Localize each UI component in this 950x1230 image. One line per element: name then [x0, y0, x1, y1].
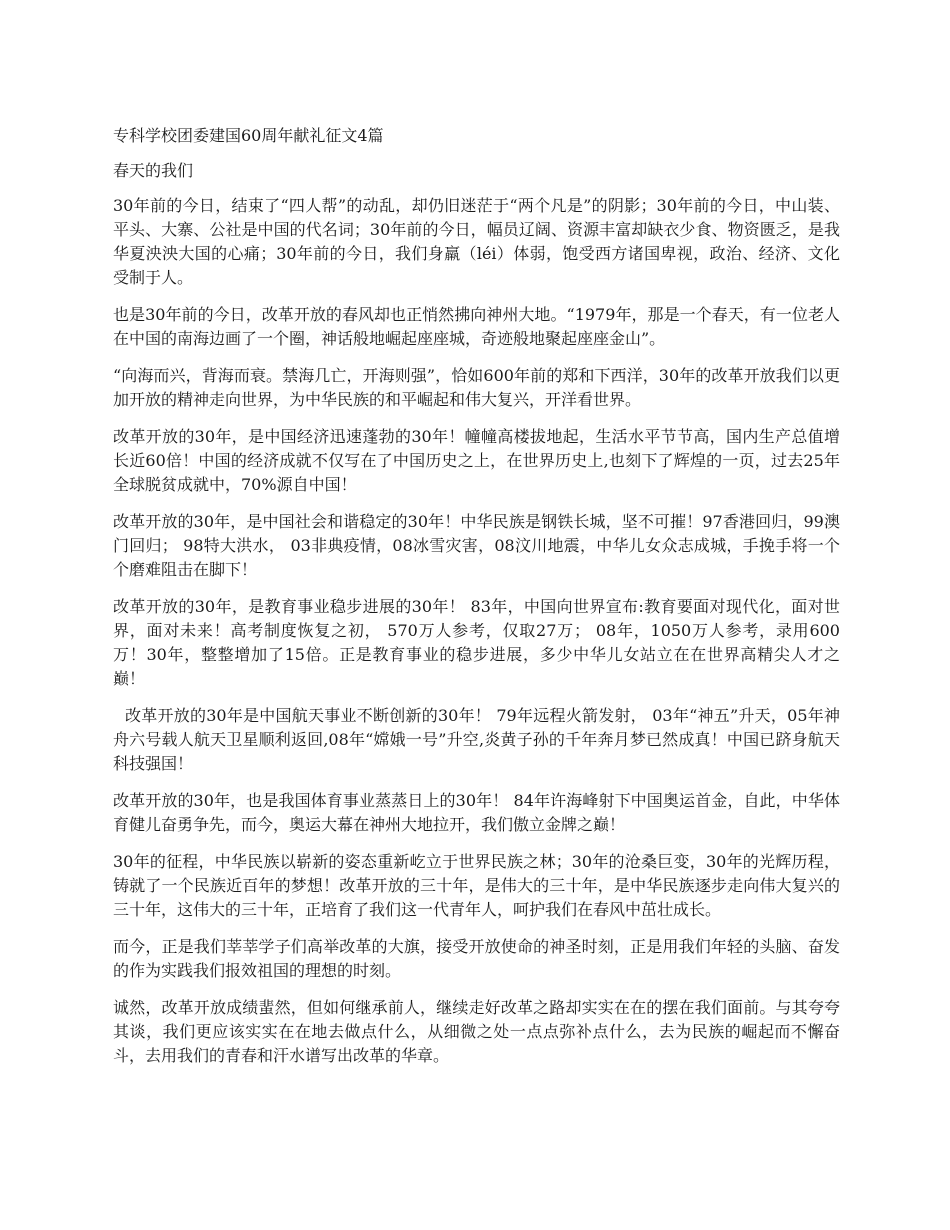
paragraph-2: 也是30年前的今日，改革开放的春风却也正悄然拂向神州大地。“1979年，那是一个春天，有一位老人在中国的南海边画了一个圈，神话般地崛起座座城，奇迹般地聚起座座金山”。	[113, 305, 840, 348]
paragraph-10: 而今，正是我们莘莘学子们高举改革的大旗，接受开放使命的神圣时刻，正是用我们年轻的头脑、奋发的作为实践我们报效祖国的理想的时刻。	[113, 937, 840, 980]
paragraph-6: 改革开放的30年，是教育事业稳步进展的30年！ 83年，中国向世界宣布:教育要面对现代化，面对世界，面对未来！高考制度恢复之初， 570万人参考，仅取27万； 08年，1050万人参考，录用600万！30年，整整增加了15倍。正是教育事业的稳步进展，多少中华儿女站立在在世界高精尖人才之巅！	[113, 597, 840, 688]
paragraph-7: 改革开放的30年是中国航天事业不断创新的30年！ 79年远程火箭发射， 03年“神五”升天，05年神舟六号载人航天卫星顺利返回,08年“嫦娥一号”升空,炎黄子孙的千年奔月梦已然成真！中国已跻身航天科技强国！	[113, 706, 840, 773]
paragraph-1: 30年前的今日，结束了“四人帮”的动乱，却仍旧迷茫于“两个凡是”的阴影；30年前的今日，中山装、平头、大寨、公社是中国的代名词；30年前的今日，幅员辽阔、资源丰富却缺衣少食、物资匮乏，是我华夏泱泱大国的心痛；30年前的今日，我们身羸（léi）体弱，饱受西方诸国卑视，政治、经济、文化受制于人。	[113, 196, 840, 287]
paragraph-8: 改革开放的30年，也是我国体育事业蒸蒸日上的30年！ 84年许海峰射下中国奥运首金，自此，中华体育健儿奋勇争先，而今，奥运大幕在神州大地拉开，我们傲立金牌之巅！	[113, 791, 840, 834]
paragraph-5: 改革开放的30年，是中国社会和谐稳定的30年！中华民族是钢铁长城，坚不可摧！97香港回归，99澳门回归； 98特大洪水， 03非典疫情，08冰雪灾害，08汶川地震，中华儿女众志成城，手挽手将一个个磨难阻击在脚下！	[113, 512, 840, 579]
paragraph-9: 30年的征程，中华民族以崭新的姿态重新屹立于世界民族之林；30年的沧桑巨变，30年的光辉历程，铸就了一个民族近百年的梦想！改革开放的三十年，是伟大的三十年，是中华民族逐步走向伟大复兴的三十年，这伟大的三十年，正培育了我们这一代青年人，呵护我们在春风中茁壮成长。	[113, 852, 840, 919]
document-page	[113, 124, 840, 1081]
document-title: 专科学校团委建国60周年献礼征文4篇	[113, 126, 384, 145]
paragraph-11: 诚然，改革开放成绩蜚然，但如何继承前人，继续走好改革之路却实实在在的摆在我们面前。与其夸夸其谈，我们更应该实实在在地去做点什么，从细微之处一点点弥补点什么，去为民族的崛起而不懈奋斗，去用我们的青春和汗水谱写出改革的华章。	[113, 998, 840, 1065]
paragraph-4: 改革开放的30年，是中国经济迅速蓬勃的30年！幢幢高楼拔地起，生活水平节节高，国内生产总值增长近60倍！中国的经济成就不仅写在了中国历史之上，在世界历史上,也刻下了辉煌的一页，过去25年全球脱贫成就中，70%源自中国！	[113, 427, 840, 494]
essay-title: 春天的我们	[113, 161, 194, 180]
paragraph-3: “向海而兴，背海而衰。禁海几亡，开海则强”，恰如600年前的郑和下西洋，30年的改革开放我们以更加开放的精神走向世界，为中华民族的和平崛起和伟大复兴，开洋看世界。	[113, 366, 840, 409]
